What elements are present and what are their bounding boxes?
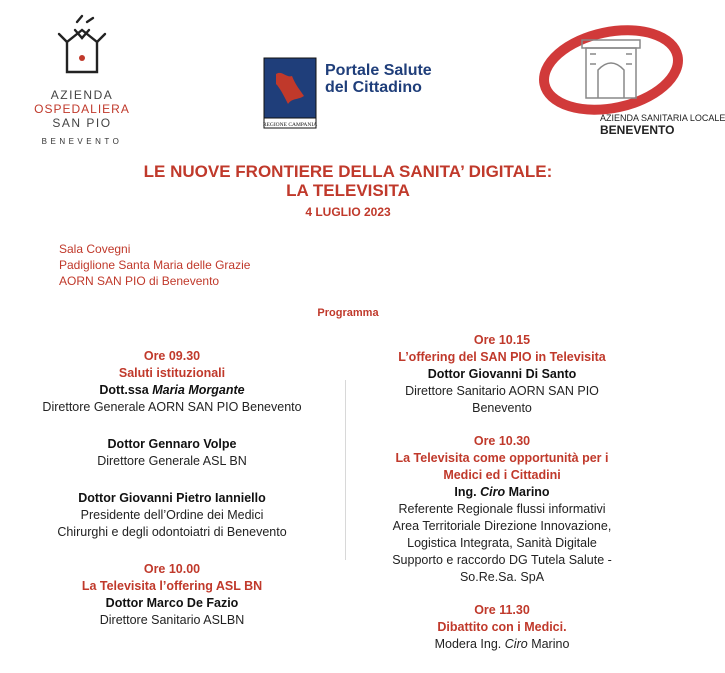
speaker-name [6,382,338,399]
speaker-role: Direttore Sanitario ASLBN [99,613,245,627]
speaker-name: Dottor Gennaro Volpe [107,437,237,451]
moderator-surname: Marino [531,637,570,651]
speaker-name: Dottor Giovanni Pietro Ianniello [78,491,266,505]
event-date: 4 LUGLIO 2023 [305,205,391,219]
event-title-line1: LE NUOVE FRONTIERE DELLA SANITA’ DIGITALE: [143,162,553,181]
portale-logo [262,56,452,136]
portale-title-line1: Portale Salute [325,62,432,79]
session-title: La Televisita l’offering ASL BN [81,579,263,593]
moderator-line [356,636,648,653]
asl-logo-line2: BENEVENTO [600,123,675,137]
aop-logo [22,8,142,153]
speaker-surname: Marino [508,485,550,499]
speaker-role: Direttore Generale ASL BN [97,454,247,468]
program-right-column [356,332,648,653]
speaker-role: Logistica Integrata, Sanità Digitale [407,536,597,550]
program-left-column [6,332,338,629]
session-title: La Televisita come opportunità per i [395,451,609,465]
speaker-italic-name: Ciro [480,485,506,499]
aop-logo-line4: BENEVENTO [41,137,123,146]
speaker-italic-name: Maria Morgante [152,383,245,397]
venue-line1: Sala Covegni [59,242,131,256]
speaker-prefix: Dott.ssa [99,383,149,397]
speaker-name: Dottor Marco De Fazio [105,596,239,610]
aop-logo-line2: OSPEDALIERA [34,102,130,116]
column-divider [345,380,346,560]
speaker-role: Presidente dell’Ordine dei Medici [80,508,264,522]
speaker-role: So.Re.Sa. SpA [459,570,545,584]
venue-line3: AORN SAN PIO di Benevento [59,274,220,288]
session-time: Ore 11.30 [474,603,530,617]
session-title: L’offering del SAN PIO in Televisita [398,350,606,364]
portale-title [325,62,432,96]
asl-arch-icon [538,18,684,114]
speaker-role: Benevento [472,401,532,415]
speaker-role: Direttore Generale AORN SAN PIO Benevento [42,400,302,414]
aop-logo-line3: SAN PIO [52,116,112,130]
moderator-italic-name: Ciro [504,637,528,651]
portale-title-line2: del Cittadino [325,79,422,96]
session-time: Ore 09.30 [143,349,201,363]
aop-logo-line1: AZIENDA [50,88,114,102]
moderator-prefix: Modera Ing. [434,637,502,651]
session-time: Ore 10.00 [143,562,201,576]
venue-line2: Padiglione Santa Maria delle Grazie [59,258,251,272]
regione-campania-shield-icon [262,56,318,130]
program-heading: Programma [317,307,379,319]
speaker-name: Dottor Giovanni Di Santo [427,367,577,381]
session-title: Dibattito con i Medici. [437,620,567,634]
speaker-role: Area Territoriale Direzione Innovazione, [392,519,612,533]
speaker-prefix: Ing. [454,485,477,499]
session-time: Ore 10.15 [473,333,531,347]
session-title: Medici ed i Cittadini [443,468,561,482]
speaker-role: Direttore Sanitario AORN SAN PIO [405,384,599,398]
speaker-role: Supporto e raccordo DG Tutela Salute - [392,553,612,567]
speaker-role: Referente Regionale flussi informativi [398,502,606,516]
regione-campania-text: REGIONE CAMPANIA [262,122,318,128]
session-time: Ore 10.30 [473,434,531,448]
session-title: Saluti istituzionali [118,366,226,380]
asl-logo [538,18,725,138]
aop-house-icon [47,8,117,88]
event-title-line2: LA TELEVISITA [286,181,410,200]
speaker-role: Chirurghi e degli odontoiatri di Benevento [57,525,287,539]
asl-logo-line1: AZIENDA SANITARIA LOCALE [600,113,725,123]
speaker-name [356,484,648,501]
